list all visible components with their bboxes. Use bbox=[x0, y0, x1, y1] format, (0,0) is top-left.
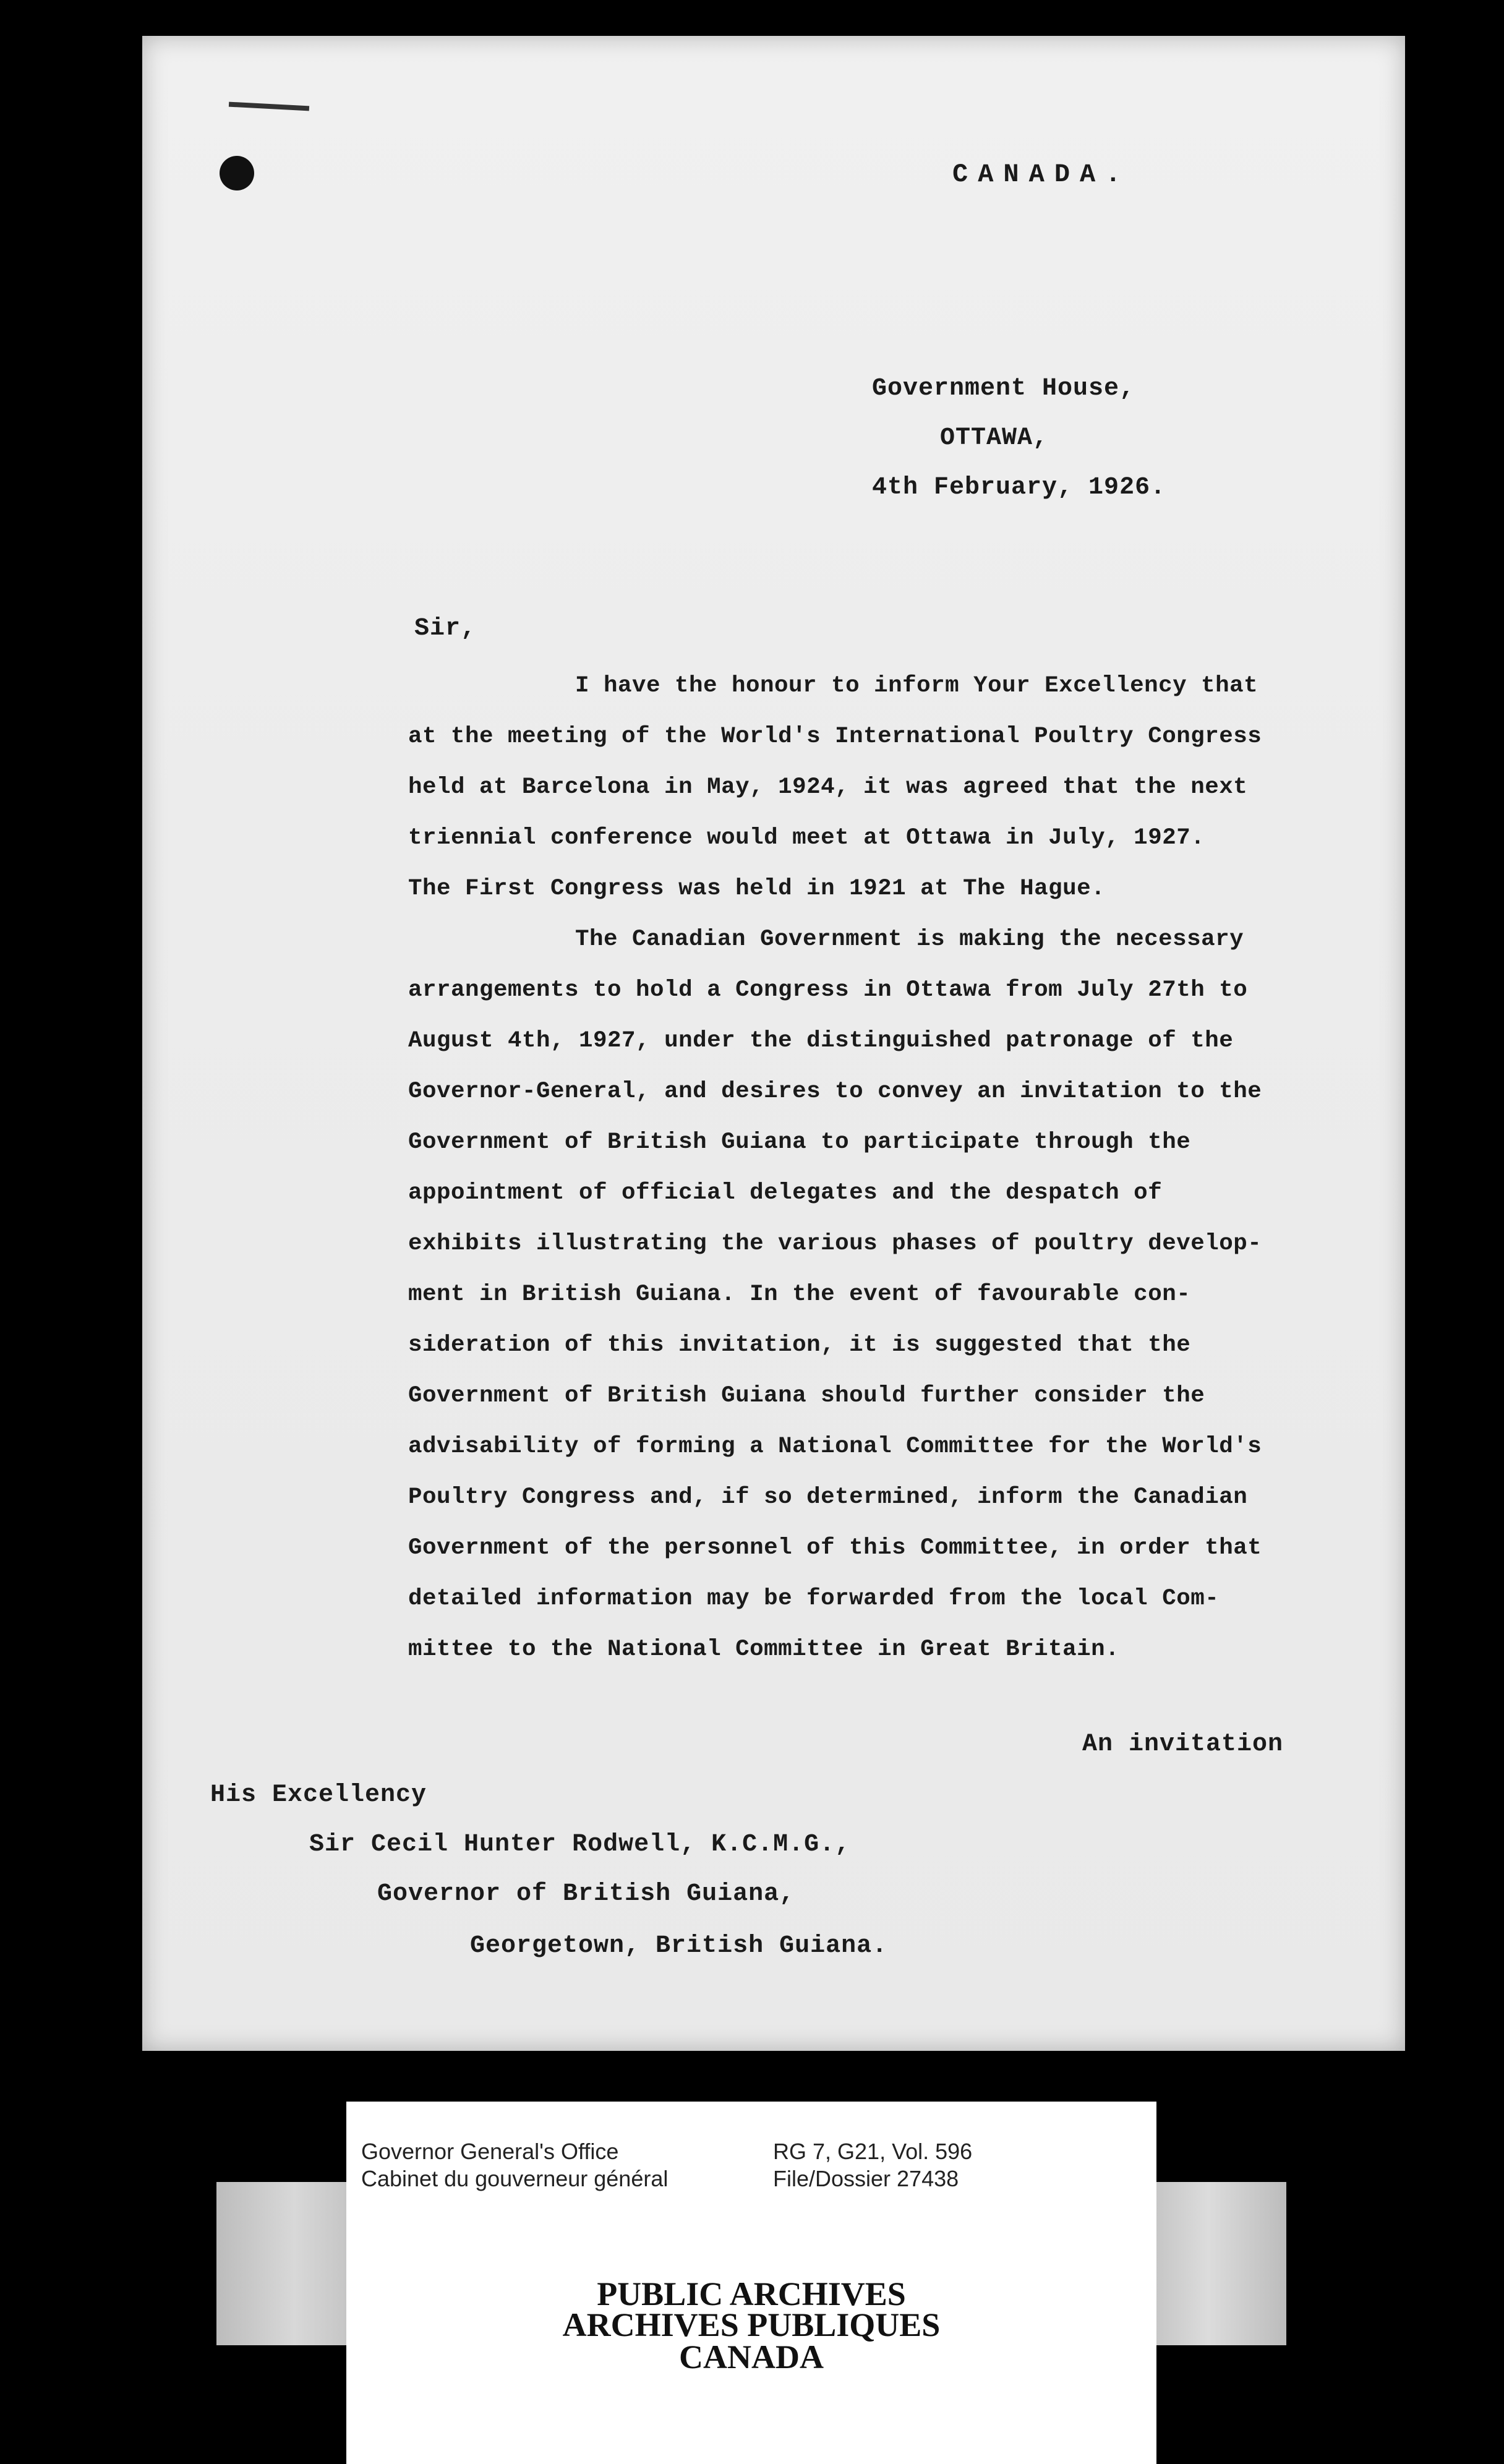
body-line: exhibits illustrating the various phases of poultry develop- bbox=[408, 1231, 1262, 1257]
letter-page bbox=[142, 36, 1405, 2051]
body-line: advisability of forming a National Committee for the World's bbox=[408, 1434, 1262, 1460]
body-line: Government of the personnel of this Committee, in order that bbox=[408, 1535, 1262, 1561]
recipient-line: Georgetown, British Guiana. bbox=[470, 1932, 888, 1960]
body-line: The First Congress was held in 1921 at The Hague. bbox=[408, 876, 1106, 902]
body-line: at the meeting of the World's International Poultry Congress bbox=[408, 724, 1262, 750]
archives-stamp-line: ARCHIVES PUBLIQUES bbox=[562, 2306, 941, 2343]
body-line: appointment of official delegates and the despatch of bbox=[408, 1180, 1163, 1206]
body-line: arrangements to hold a Congress in Ottawa from July 27th to bbox=[408, 977, 1248, 1003]
salutation: Sir, bbox=[414, 615, 477, 643]
body-line: August 4th, 1927, under the distinguished patronage of the bbox=[408, 1028, 1234, 1054]
film-strip-right bbox=[1156, 2182, 1286, 2345]
body-line: sideration of this invitation, it is suggested that the bbox=[408, 1332, 1191, 1358]
film-strip-left bbox=[216, 2182, 346, 2345]
address-line: OTTAWA, bbox=[940, 424, 1049, 452]
recipient-line: Governor of British Guiana, bbox=[377, 1880, 795, 1908]
catchword: An invitation bbox=[1082, 1730, 1284, 1758]
body-line: detailed information may be forwarded from the local Com- bbox=[408, 1586, 1220, 1612]
body-line: triennial conference would meet at Ottawa in July, 1927. bbox=[408, 825, 1205, 851]
archives-stamp-line: CANADA bbox=[679, 2338, 824, 2376]
archive-label bbox=[346, 2102, 1156, 2464]
recipient-line: Sir Cecil Hunter Rodwell, K.C.M.G., bbox=[309, 1831, 851, 1859]
body-line: The Canadian Government is making the necessary bbox=[575, 926, 1244, 952]
letter-heading: CANADA. bbox=[952, 160, 1131, 189]
ink-mark bbox=[229, 102, 309, 111]
body-line: Poultry Congress and, if so determined, inform the Canadian bbox=[408, 1484, 1248, 1510]
address-line: Government House, bbox=[872, 375, 1135, 403]
office-name-en: Governor General's Office bbox=[361, 2139, 619, 2164]
record-group-reference: RG 7, G21, Vol. 596 bbox=[773, 2139, 973, 2164]
body-line: I have the honour to inform Your Excellency that bbox=[575, 673, 1258, 699]
file-number: File/Dossier 27438 bbox=[773, 2166, 959, 2191]
body-line: Government of British Guiana to participate through the bbox=[408, 1129, 1191, 1155]
archives-stamp-line: PUBLIC ARCHIVES bbox=[597, 2275, 906, 2312]
body-line: mittee to the National Committee in Great Britain. bbox=[408, 1636, 1120, 1662]
letter-body bbox=[408, 661, 1385, 1675]
body-line: held at Barcelona in May, 1924, it was agreed that the next bbox=[408, 774, 1248, 800]
body-line: Governor-General, and desires to convey an invitation to the bbox=[408, 1079, 1262, 1105]
letter-date: 4th February, 1926. bbox=[872, 474, 1166, 502]
office-name-fr: Cabinet du gouverneur général bbox=[361, 2166, 669, 2191]
recipient-line: His Excellency bbox=[210, 1781, 427, 1809]
punch-hole bbox=[220, 156, 254, 190]
body-line: Government of British Guiana should further consider the bbox=[408, 1383, 1205, 1409]
body-line: ment in British Guiana. In the event of favourable con- bbox=[408, 1281, 1191, 1307]
